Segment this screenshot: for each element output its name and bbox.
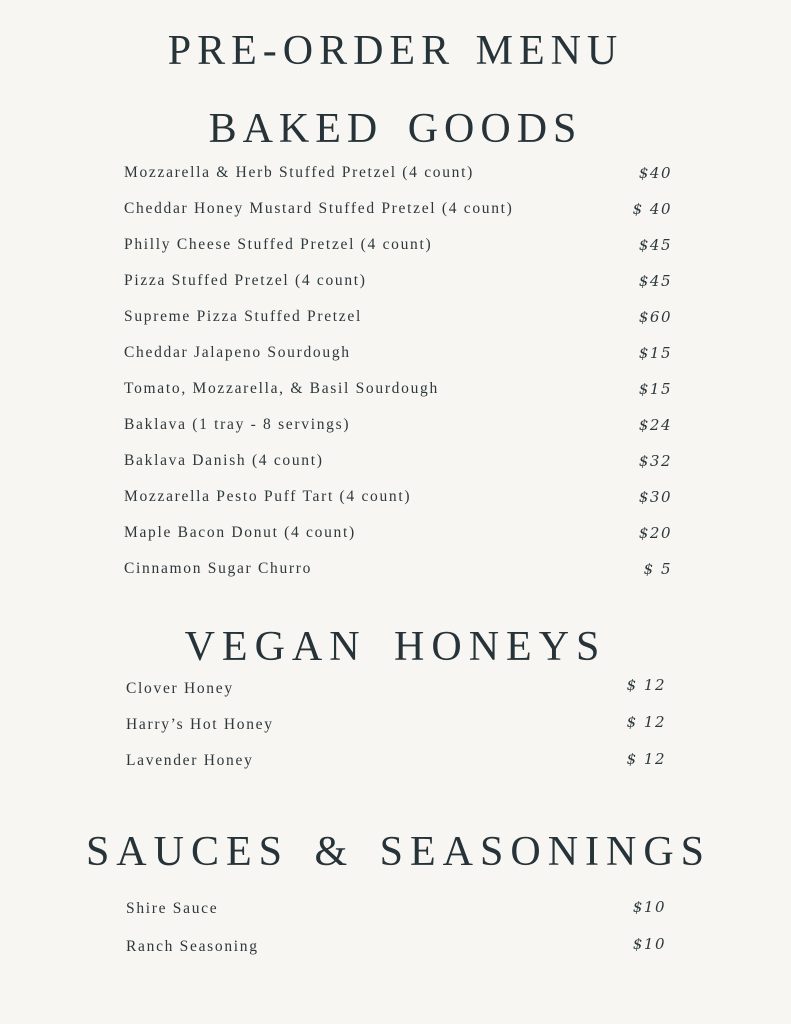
menu-item-name: Cheddar Honey Mustard Stuffed Pretzel (4 count) [124, 200, 514, 217]
menu-item [124, 486, 672, 508]
sauces-seasonings-heading: SAUCES & SEASONINGS [85, 829, 712, 875]
menu-item-name: Tomato, Mozzarella, & Basil Sourdough [124, 380, 439, 397]
menu-item-price: $30 [638, 488, 672, 506]
menu-item [124, 342, 672, 364]
menu-item-price: $ 12 [626, 713, 666, 731]
menu-item-price: $ 40 [632, 200, 672, 218]
menu-item-price: $24 [638, 416, 672, 434]
menu-item-name: Clover Honey [126, 680, 234, 697]
menu-item-name: Supreme Pizza Stuffed Pretzel [124, 308, 362, 325]
menu-item [126, 750, 666, 772]
menu-item [124, 234, 672, 256]
page-title: PRE-ORDER MENU [167, 28, 624, 74]
menu-item-name: Shire Sauce [126, 900, 219, 917]
menu-item-price: $32 [638, 452, 672, 470]
menu-item-name: Lavender Honey [126, 752, 254, 769]
menu-item-name: Mozzarella & Herb Stuffed Pretzel (4 count) [124, 164, 474, 181]
menu-item-name: Baklava Danish (4 count) [124, 452, 324, 469]
menu-item-price: $ 5 [643, 560, 672, 578]
menu-item-price: $10 [632, 935, 666, 953]
menu-item-name: Ranch Seasoning [126, 938, 259, 955]
menu-item [124, 162, 672, 184]
menu-item [124, 198, 672, 220]
menu-item [124, 558, 672, 580]
menu-item-price: $60 [638, 308, 672, 326]
menu-item-name: Baklava (1 tray - 8 servings) [124, 416, 351, 433]
menu-item-price: $20 [638, 524, 672, 542]
baked-goods-heading: BAKED GOODS [208, 106, 583, 152]
menu-item [124, 378, 672, 400]
menu-item-name: Cinnamon Sugar Churro [124, 560, 313, 577]
menu-item [126, 678, 666, 700]
menu-item [124, 414, 672, 436]
menu-item-name: Cheddar Jalapeno Sourdough [124, 344, 351, 361]
menu-item-price: $ 12 [626, 676, 666, 694]
menu-item [126, 936, 666, 958]
menu-item-price: $10 [632, 898, 666, 916]
menu-item [124, 450, 672, 472]
menu-item [126, 714, 666, 736]
menu-item-name: Harry’s Hot Honey [126, 716, 274, 733]
menu-item-price: $15 [638, 344, 672, 362]
vegan-honeys-heading: VEGAN HONEYS [184, 624, 607, 670]
menu-item-name: Maple Bacon Donut (4 count) [124, 524, 356, 541]
menu-item [124, 306, 672, 328]
menu-item-name: Pizza Stuffed Pretzel (4 count) [124, 272, 367, 289]
menu-item [124, 270, 672, 292]
menu-item-price: $40 [638, 164, 672, 182]
menu-item-name: Philly Cheese Stuffed Pretzel (4 count) [124, 236, 433, 253]
menu-item-price: $15 [638, 380, 672, 398]
menu-item [126, 898, 666, 920]
menu-item-price: $45 [638, 272, 672, 290]
menu-item [124, 522, 672, 544]
menu-item-price: $ 12 [626, 750, 666, 768]
menu-item-price: $45 [638, 236, 672, 254]
menu-item-name: Mozzarella Pesto Puff Tart (4 count) [124, 488, 412, 505]
